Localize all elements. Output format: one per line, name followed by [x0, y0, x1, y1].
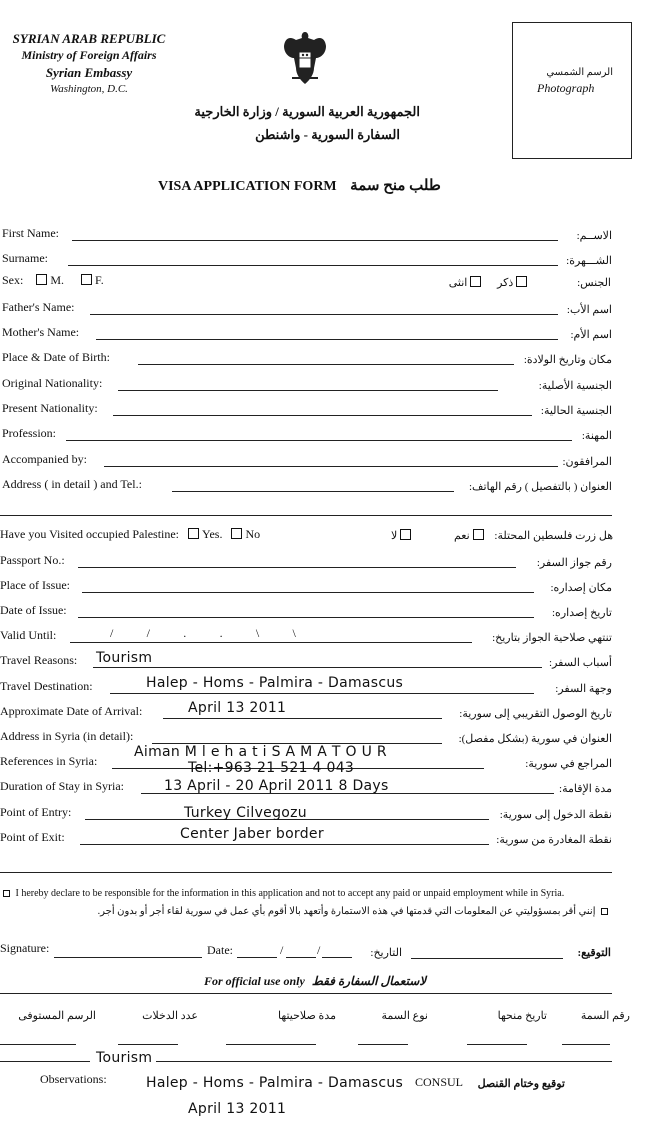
declaration-checkbox-arabic[interactable]	[601, 908, 608, 915]
travel-value[interactable]: Tourism	[96, 650, 153, 666]
travel-input-line[interactable]	[80, 844, 489, 845]
travel-label: References in Syria:	[0, 754, 98, 768]
palestine-yes-label: Yes.	[202, 527, 223, 541]
travel-label: Travel Reasons:	[0, 653, 78, 667]
embassy-city: Washington, D.C.	[50, 83, 128, 95]
travel-label-arabic: العنوان في سورية (بشكل مفصل):	[458, 733, 612, 745]
official-line	[0, 1061, 90, 1062]
passport-label: Date of Issue:	[0, 603, 67, 617]
sex-row-arabic	[449, 276, 611, 289]
passport-input-line[interactable]	[78, 567, 516, 568]
travel-input-line[interactable]	[93, 667, 542, 668]
personal-input-line[interactable]	[72, 240, 558, 241]
personal-input-line[interactable]	[68, 265, 558, 266]
signature-line[interactable]	[54, 957, 202, 958]
declaration-en	[0, 888, 564, 899]
bottom-destination: Halep - Homs - Palmira - Damascus	[146, 1075, 404, 1091]
date-separator: /	[280, 943, 284, 957]
personal-label-arabic: مكان وتاريخ الولادة:	[523, 354, 612, 366]
female-checkbox[interactable]	[81, 274, 92, 285]
travel-label: Duration of Stay in Syria:	[0, 779, 124, 793]
personal-input-line[interactable]	[66, 440, 572, 441]
travel-label: Point of Exit:	[0, 830, 65, 844]
photograph-box	[512, 22, 632, 159]
header-arabic-line2: السفارة السورية - واشنطن	[255, 127, 400, 142]
palestine-yes-checkbox[interactable]	[188, 528, 199, 539]
personal-input-line[interactable]	[104, 466, 558, 467]
official-column-header: مدة صلاحيتها	[278, 1010, 336, 1022]
form-title-ar: طلب منح سمة	[350, 178, 441, 194]
declaration-text-arabic: إنني أقر بمسؤوليتي عن المعلومات التي قدمتها في هذه الاستمارة وأتعهد بالا أقوم بأي عمل في سورية لقاء أجر أو بدون أجر.	[97, 906, 596, 917]
palestine-row	[0, 527, 260, 542]
bottom-arrival: April 13 2011	[188, 1101, 287, 1117]
header-left	[4, 30, 174, 98]
travel-value[interactable]: Halep - Homs - Palmira - Damascus	[146, 675, 404, 691]
travel-label: Address in Syria (in detail):	[0, 729, 134, 743]
travel-label-arabic: وجهة السفر:	[555, 683, 612, 695]
official-use-ar: لاستعمال السفارة فقط	[311, 974, 427, 988]
personal-label: First Name:	[2, 226, 59, 240]
travel-value[interactable]: Turkey Cilvegozu	[184, 805, 307, 821]
personal-input-line[interactable]	[96, 339, 558, 340]
personal-input-line[interactable]	[118, 390, 498, 391]
passport-label-arabic: تنتهي صلاحية الجواز بتاريخ:	[492, 632, 612, 644]
official-column-line[interactable]	[226, 1044, 316, 1045]
male-label-arabic: ذكر	[497, 277, 514, 289]
photo-label: Photograph	[537, 81, 595, 95]
official-column-line[interactable]	[467, 1044, 527, 1045]
personal-label: Profession:	[2, 426, 56, 440]
declaration-ar	[98, 906, 611, 917]
separator-line	[0, 515, 612, 516]
passport-label-arabic: رقم جواز السفر:	[536, 557, 612, 569]
embassy-name: Syrian Embassy	[45, 65, 133, 80]
male-label: M.	[50, 273, 65, 287]
personal-input-line[interactable]	[138, 364, 514, 365]
official-column-line[interactable]	[0, 1044, 76, 1045]
date-separator: /	[317, 943, 321, 957]
passport-label: Valid Until:	[0, 628, 57, 642]
signature-label-arabic: التوقيع:	[577, 947, 611, 959]
passport-value[interactable]: / / . . \ \	[110, 626, 297, 640]
travel-input-line[interactable]	[163, 718, 442, 719]
ministry-name: Ministry of Foreign Affairs	[21, 48, 157, 62]
official-column-header: تاريخ منحها	[497, 1010, 547, 1022]
travel-label-arabic: المراجع في سورية:	[525, 758, 612, 770]
travel-value[interactable]: 13 April - 20 April 2011 8 Days	[164, 778, 389, 794]
travel-label-arabic: أسباب السفر:	[549, 657, 612, 669]
passport-label: Passport No.:	[0, 553, 65, 567]
signature-label: Signature:	[0, 941, 50, 955]
date-month-line[interactable]	[286, 957, 316, 958]
personal-label-arabic: الجنسية الأصلية:	[538, 380, 612, 392]
bottom-tourism: Tourism	[96, 1050, 153, 1066]
male-checkbox[interactable]	[36, 274, 47, 285]
header-arabic-line1: الجمهورية العربية السورية / وزارة الخارجية	[194, 104, 420, 119]
personal-label: Present Nationality:	[2, 401, 98, 415]
travel-label: Point of Entry:	[0, 805, 72, 819]
travel-label: Approximate Date of Arrival:	[0, 704, 143, 718]
palestine-label: Have you Visited occupied Palestine:	[0, 527, 180, 541]
observations-label: Observations:	[40, 1072, 107, 1086]
travel-value[interactable]: April 13 2011	[188, 700, 287, 716]
female-label: F.	[95, 273, 104, 287]
personal-input-line[interactable]	[172, 491, 454, 492]
passport-label-arabic: تاريخ إصداره:	[552, 607, 612, 619]
palestine-yes-arabic: نعم	[453, 530, 470, 542]
travel-label-arabic: مدة الإقامة:	[559, 783, 612, 795]
female-label-arabic: انثى	[448, 277, 468, 289]
country-name: SYRIAN ARAB REPUBLIC	[12, 31, 166, 46]
travel-label: Travel Destination:	[0, 679, 93, 693]
personal-label-arabic: الجنسية الحالية:	[540, 405, 612, 417]
official-column-line[interactable]	[358, 1044, 408, 1045]
eagle-emblem-icon	[282, 28, 328, 91]
passport-label: Place of Issue:	[0, 578, 70, 592]
palestine-no-label: No	[245, 527, 261, 541]
passport-input-line[interactable]	[78, 617, 534, 618]
official-use-en: For official use only	[204, 974, 305, 988]
date-day-line[interactable]	[237, 957, 277, 958]
personal-input-line[interactable]	[113, 415, 532, 416]
personal-label: Accompanied by:	[2, 452, 87, 466]
palestine-no-arabic: لا	[390, 530, 398, 542]
travel-label-arabic: تاريخ الوصول التقريبي إلى سورية:	[459, 708, 612, 720]
official-column-line[interactable]	[118, 1044, 178, 1045]
palestine-yes-checkbox-arabic[interactable]	[473, 529, 484, 540]
passport-input-line[interactable]	[70, 642, 472, 643]
date-label: Date:	[207, 943, 233, 957]
official-line	[156, 1061, 612, 1062]
personal-label: Father's Name:	[2, 300, 75, 314]
personal-label: Original Nationality:	[2, 376, 103, 390]
travel-value[interactable]: Aiman M l e h a t i S A M A T O U R	[134, 744, 387, 760]
palestine-label-arabic: هل زرت فلسطين المحتلة:	[494, 530, 613, 542]
sex-label: Sex:	[2, 273, 24, 287]
personal-label-arabic: الشـــهرة:	[566, 255, 612, 267]
personal-input-line[interactable]	[90, 314, 558, 315]
personal-label: Mother's Name:	[2, 325, 80, 339]
official-column-header: الرسم المستوفى	[18, 1010, 96, 1022]
form-title-en: VISA APPLICATION FORM	[158, 179, 337, 194]
personal-label: Place & Date of Birth:	[2, 350, 110, 364]
personal-label-arabic: الاســم:	[576, 230, 612, 242]
declaration-text: I hereby declare to be responsible for the information in this application and not to accept any paid or unpaid employment while in Syria.	[15, 888, 565, 899]
personal-label-arabic: المهنة:	[581, 430, 612, 442]
official-column-header: نوع السمة	[381, 1010, 428, 1022]
travel-value[interactable]: Tel:+963 21 521 4 043	[188, 760, 355, 776]
male-checkbox-arabic[interactable]	[516, 276, 527, 287]
travel-label-arabic: نقطة الدخول إلى سورية:	[499, 809, 612, 821]
personal-label-arabic: العنوان ( بالتفصيل ) رقم الهاتف:	[469, 481, 612, 493]
declaration-checkbox[interactable]	[3, 890, 10, 897]
palestine-no-checkbox-arabic[interactable]	[400, 529, 411, 540]
official-column-header: عدد الدخلات	[142, 1010, 198, 1022]
separator-line	[0, 872, 612, 873]
travel-value[interactable]: Center Jaber border	[180, 826, 324, 842]
palestine-no-checkbox[interactable]	[231, 528, 242, 539]
photo-label-arabic: الرسم الشمسي	[546, 67, 613, 78]
official-column-header: رقم السمة	[580, 1010, 630, 1022]
personal-label-arabic: المرافقون:	[562, 456, 612, 468]
official-column-line[interactable]	[562, 1044, 610, 1045]
official-use-heading	[204, 974, 426, 989]
consul-label: CONSUL	[415, 1075, 464, 1089]
sex-row	[2, 273, 104, 288]
consul-label-arabic: توقيع وختام القنصل	[477, 1078, 565, 1090]
passport-label-arabic: مكان إصداره:	[550, 582, 612, 594]
official-line	[0, 993, 612, 994]
sex-label-arabic: الجنس:	[577, 277, 611, 289]
signature-line-arabic[interactable]	[411, 958, 563, 959]
personal-label: Surname:	[2, 251, 48, 265]
form-title	[158, 176, 441, 195]
palestine-row-arabic	[391, 529, 613, 542]
personal-label-arabic: اسم الأب:	[566, 304, 612, 316]
female-checkbox-arabic[interactable]	[470, 276, 481, 287]
travel-input-line[interactable]	[110, 693, 534, 694]
travel-label-arabic: نقطة المغادرة من سورية:	[496, 834, 612, 846]
date-label-arabic: التاريخ:	[370, 947, 402, 959]
personal-label-arabic: اسم الأم:	[570, 329, 612, 341]
personal-label: Address ( in detail ) and Tel.:	[2, 477, 142, 491]
passport-input-line[interactable]	[82, 592, 534, 593]
